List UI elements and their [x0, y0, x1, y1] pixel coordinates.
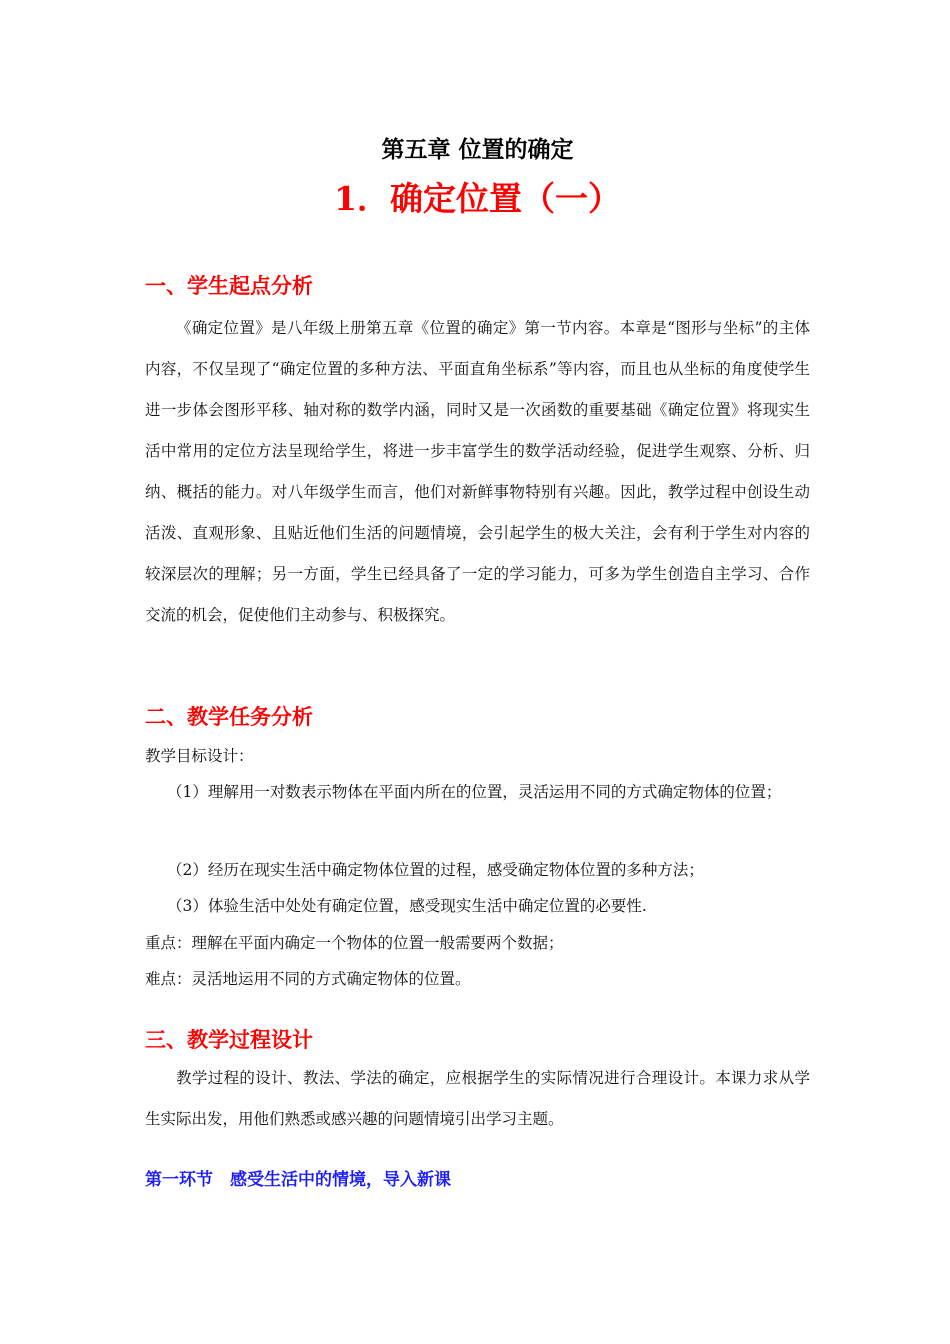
section-heading-process-design: 三、教学过程设计 [145, 1027, 313, 1052]
chapter-title: 第五章 位置的确定 [381, 136, 574, 163]
lesson-title: 1．确定位置（一） [334, 179, 621, 218]
difficult-point: 难点：灵活地运用不同的方式确定物体的位置。 [145, 970, 471, 988]
section-heading-student-analysis: 一、学生起点分析 [145, 273, 313, 298]
goal-item-2: （2）经历在现实生活中确定物体位置的过程，感受确定物体位置的多种方法； [167, 861, 704, 879]
goal-design-label: 教学目标设计： [145, 747, 254, 765]
step1-heading: 第一环节 感受生活中的情境，导入新课 [145, 1170, 451, 1190]
key-point: 重点：理解在平面内确定一个物体的位置一般需要两个数据； [145, 934, 564, 952]
student-analysis-paragraph: 《确定位置》是八年级上册第五章《位置的确定》第一节内容。本章是“图形与坐标”的主体内容，不仅呈现了“确定位置的多种方法、平面直角坐标系”等内容，而且也从坐标的角度使学生进一步体会图形平移、轴对称的数学内涵，同时又是一次函数的重要基础《确定位置》将现实生活中常用的定位方法呈现给学生，将进一步丰富学生的数学活动经验，促进学生观察、分析、归纳、概括的能力。对八年级学生而言，他们对新鲜事物特别有兴趣。因此，教学过程中创设生动活泼、直观形象、且贴近他们生活的问题情境，会引起学生的极大关注，会有利于学生对内容的较深层次的理解；另一方面，学生已经具备了一定的学习能力，可多为学生创造自主学习、合作交流的机会，促使他们主动参与、积极探究。 [145, 319, 810, 624]
goal-item-3: （3）体验生活中处处有确定位置，感受现实生活中确定位置的必要性. [167, 897, 647, 915]
process-design-paragraph: 教学过程的设计、教法、学法的确定，应根据学生的实际情况进行合理设计。本课力求从学生实际出发，用他们熟悉或感兴趣的问题情境引出学习主题。 [145, 1069, 810, 1128]
section-heading-task-analysis: 二、教学任务分析 [145, 704, 313, 729]
document-page [145, 0, 810, 1344]
goal-item-1: （1）理解用一对数表示物体在平面内所在的位置，灵活运用不同的方式确定物体的位置； [167, 783, 782, 801]
